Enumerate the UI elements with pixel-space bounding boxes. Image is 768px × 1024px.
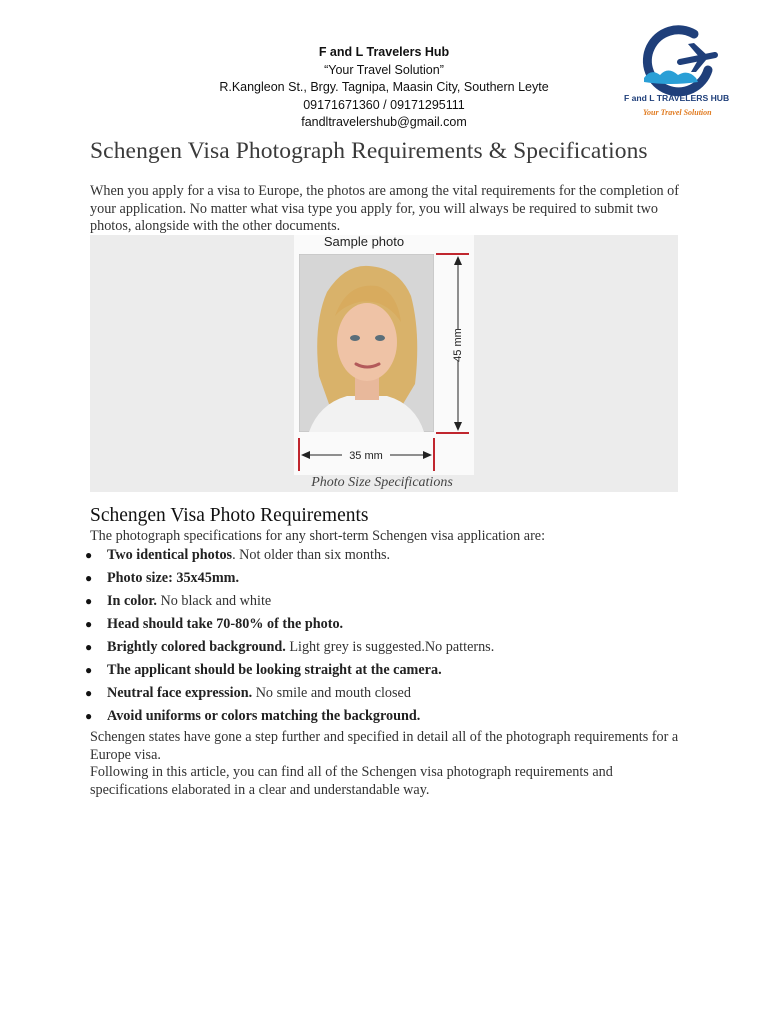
width-arrow-right — [423, 451, 432, 459]
requirements-heading: Schengen Visa Photo Requirements — [90, 505, 369, 526]
width-arrow-left — [301, 451, 310, 459]
logo-graphic — [618, 12, 736, 124]
bullet-icon: ● — [85, 571, 93, 585]
bullet-icon: ● — [85, 686, 93, 700]
logo-cloud — [644, 71, 698, 85]
requirement-item: ● Neutral face expression. No smile and mouth closed — [82, 682, 702, 705]
requirement-item: ● Two identical photos. Not older than six months. — [82, 544, 702, 567]
requirement-item: ● In color. No black and white — [82, 590, 702, 613]
requirement-item: ● The applicant should be looking straight at the camera. — [82, 659, 702, 682]
requirement-item: ● Avoid uniforms or colors matching the background. — [82, 705, 702, 728]
bullet-icon: ● — [85, 709, 93, 723]
intro-paragraph: When you apply for a visa to Europe, the photos are among the vital requirements for the completion of your application. No matter what visa type you apply for, you will always be required to submit two photos, alongside with the other documents. — [90, 183, 680, 234]
company-address: R.Kangleon St., Brgy. Tagnipa, Maasin City, Southern Leyte — [219, 80, 549, 95]
logo-brand-text: F and L TRAVELERS HUB — [624, 93, 730, 103]
height-arrow-bottom — [454, 422, 462, 431]
height-label: 45 mm — [451, 328, 464, 362]
sample-photo-figure — [90, 235, 678, 492]
bullet-icon: ● — [85, 640, 93, 654]
company-logo — [618, 12, 736, 124]
requirements-list — [82, 544, 702, 728]
closing-paragraph-1: Schengen states have gone a step further and specified in detail all of the photograph requirements for a Europe visa. — [90, 729, 679, 763]
requirement-item: ● Brightly colored background. Light grey is suggested.No patterns. — [82, 636, 702, 659]
letterhead — [150, 44, 618, 132]
logo-slogan-text: Your Travel Solution — [643, 108, 712, 117]
sample-photo-label: Sample photo — [323, 234, 405, 249]
closing-paragraph-2: Following in this article, you can find all of the Schengen visa photograph requirements and specifications elaborated in a clear and understandable way. — [90, 764, 613, 798]
requirements-lead: The photograph specifications for any short-term Schengen visa application are: — [90, 528, 546, 544]
figure-caption: Photo Size Specifications — [311, 475, 453, 490]
requirement-item: ● Head should take 70-80% of the photo. — [82, 613, 702, 636]
dimension-lines — [294, 249, 474, 479]
company-email: fandltravelershub@gmail.com — [301, 115, 467, 130]
requirement-item: ● Photo size: 35x45mm. — [82, 567, 702, 590]
height-arrow-top — [454, 256, 462, 265]
width-label: 35 mm — [349, 449, 383, 462]
bullet-icon: ● — [85, 617, 93, 631]
bullet-icon: ● — [85, 663, 93, 677]
bullet-icon: ● — [85, 548, 93, 562]
page-title: Schengen Visa Photograph Requirements & Specifications — [90, 138, 648, 164]
company-name: F and L Travelers Hub — [318, 45, 450, 59]
company-phones: 09171671360 / 09171295111 — [303, 97, 465, 112]
bullet-icon: ● — [85, 594, 93, 608]
company-tagline: “Your Travel Solution” — [324, 62, 444, 77]
closing-paragraphs — [90, 729, 680, 799]
